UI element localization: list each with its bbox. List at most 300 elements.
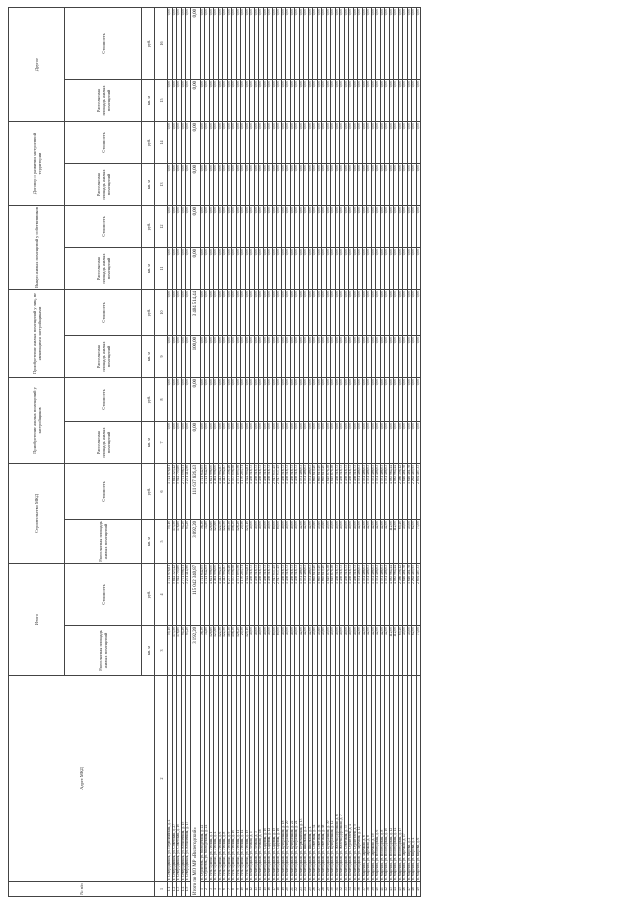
cell-zero-cost: 0,00	[367, 378, 372, 422]
header-group-developers: Приобретение жилых помещений у застройщиков	[9, 378, 65, 464]
cell-zero-area: 0,00	[227, 164, 232, 206]
cell-zero-cost: 0,00	[200, 206, 205, 248]
cell-zero-cost: 0,00	[186, 290, 191, 336]
cell-zero-cost: 0,00	[403, 121, 408, 163]
cell-zero-cost: 0,00	[389, 206, 394, 248]
cell-zero-cost: 0,00	[263, 206, 268, 248]
cell-zero-cost: 0,00	[304, 290, 309, 336]
cell-zero-cost: 0,00	[223, 378, 228, 422]
cell-zero-area: 0,00	[245, 422, 250, 464]
header-unit-area: кв. м	[142, 248, 155, 290]
cell-zero-cost: 0,00	[394, 7, 399, 79]
cell-zero-cost: 0,00	[205, 121, 210, 163]
cell-zero-cost: 0,00	[186, 206, 191, 248]
cell-zero-cost: 0,00	[205, 7, 210, 79]
cell-zero-area: 0,00	[313, 248, 318, 290]
cell-construction-cost: 1 649 876,38	[331, 464, 336, 520]
cell-zero-cost: 0,00	[326, 290, 331, 336]
cell-zero-area: 0,00	[385, 164, 390, 206]
cell-zero-area: 0,00	[223, 164, 228, 206]
cell-total-area: 178,80	[177, 626, 182, 676]
cell-zero-area: 0,00	[177, 164, 182, 206]
cell-construction-cost: 4 524 904,81	[245, 464, 250, 520]
cell-no: 4	[214, 882, 219, 897]
cell-zero-cost: 0,00	[214, 121, 219, 163]
cell-zero-area: 0,00	[416, 248, 421, 290]
cell-total-cost: 4 083 964,44	[394, 564, 399, 626]
cell-zero-area: 0,00	[168, 164, 173, 206]
cell-zero-cost: 0,00	[268, 7, 273, 79]
cell-no: 48	[412, 882, 417, 897]
cell-zero-area: 0,00	[250, 248, 255, 290]
cell-zero-area: 0,00	[227, 248, 232, 290]
cell-no: 5	[218, 882, 223, 897]
cell-construction-area: 45,00	[407, 520, 412, 564]
cell-zero-cost: 0,00	[245, 121, 250, 163]
cell-address: п. Маренга, ул. Вологодская, д. 14	[394, 676, 399, 882]
cell-address: г. Северодвинск, ул. Юбилейная, д. 17	[186, 676, 191, 882]
cell-zero-area: 0,00	[277, 422, 282, 464]
cell-no: 46	[403, 882, 408, 897]
cell-zero-area: 0,00	[186, 79, 191, 121]
cell-construction-area: 185,30	[227, 520, 232, 564]
cell-address: п. Пешеходный, ул. Центральная, д. 18	[281, 676, 286, 882]
cell-zero-area: 0,00	[317, 248, 322, 290]
cell-zero-cost: 0,00	[353, 290, 358, 336]
cell-no: 17	[272, 882, 277, 897]
cell-zero-area: 0,00	[362, 79, 367, 121]
header-col-number: 8	[155, 378, 168, 422]
cell-total-cost: 1 458 518,73	[353, 564, 358, 626]
cell-no: 21	[290, 882, 295, 897]
cell-total-e-cost: 0,00	[190, 206, 200, 248]
cell-construction-area: 80,00	[272, 520, 277, 564]
cell-zero-cost: 0,00	[403, 290, 408, 336]
cell-zero-cost: 0,00	[223, 7, 228, 79]
cell-zero-area: 0,00	[223, 422, 228, 464]
header-unit-cost: руб.	[142, 290, 155, 336]
header-cost-label: Стоимость	[65, 290, 142, 336]
cell-zero-area: 0,00	[223, 336, 228, 378]
cell-zero-area: 0,00	[380, 336, 385, 378]
cell-total-area: 122,50	[218, 626, 223, 676]
cell-construction-cost: 2 917 037,45	[272, 464, 277, 520]
cell-total-area: 73,00	[416, 626, 421, 676]
cell-zero-area: 0,00	[353, 164, 358, 206]
cell-zero-cost: 0,00	[313, 378, 318, 422]
header-cost-label: Стоимость	[65, 464, 142, 520]
cell-zero-cost: 0,00	[295, 121, 300, 163]
cell-zero-cost: 0,00	[322, 378, 327, 422]
cell-construction-area: 42,00	[380, 520, 385, 564]
cell-zero-cost: 0,00	[389, 7, 394, 79]
header-unit-area: кв. м	[142, 336, 155, 378]
cell-construction-cost: 1 531 486,03	[371, 464, 376, 520]
cell-zero-area: 0,00	[177, 248, 182, 290]
cell-construction-area: 73,00	[416, 520, 421, 564]
cell-total-area: 45,00	[407, 626, 412, 676]
cell-zero-cost: 0,00	[416, 121, 421, 163]
cell-zero-cost: 0,00	[416, 290, 421, 336]
cell-no: 19	[281, 882, 286, 897]
cell-no: 23	[299, 882, 304, 897]
cell-zero-cost: 0,00	[407, 7, 412, 79]
cell-zero-area: 0,00	[168, 79, 173, 121]
header-area-label: Расселяемая площадь жилых помещений	[65, 79, 142, 121]
header-group-construction: Строительство МКД	[9, 464, 65, 564]
cell-total-cost: 1 458 518,73	[344, 564, 349, 626]
cell-zero-area: 0,00	[259, 336, 264, 378]
cell-no: 22	[295, 882, 300, 897]
cell-construction-area: 126,60	[209, 520, 214, 564]
cell-no: 11	[245, 882, 250, 897]
cell-zero-area: 0,00	[186, 336, 191, 378]
cell-zero-area: 0,00	[322, 164, 327, 206]
cell-address: г. Северодвинск, ул. Советская, д. 27	[172, 676, 177, 882]
cell-zero-cost: 0,00	[394, 121, 399, 163]
cell-construction-cost: 1 458 518,73	[263, 464, 268, 520]
cell-zero-area: 0,00	[331, 79, 336, 121]
cell-zero-cost: 0,00	[263, 121, 268, 163]
cell-total-area: 40,00	[268, 626, 273, 676]
cell-zero-cost: 0,00	[407, 378, 412, 422]
cell-zero-area: 0,00	[322, 422, 327, 464]
cell-total-area: 40,00	[259, 626, 264, 676]
cell-no: 35	[353, 882, 358, 897]
cell-zero-area: 0,00	[209, 79, 214, 121]
cell-zero-area: 0,00	[263, 422, 268, 464]
cell-total-cost: 1 458 518,73	[286, 564, 291, 626]
cell-total-cost: 1 458 518,73	[259, 564, 264, 626]
cell-zero-area: 0,00	[335, 248, 340, 290]
cell-zero-cost: 0,00	[186, 121, 191, 163]
cell-address: п. Маренга, ул. Кирова, д. 4	[412, 676, 417, 882]
cell-zero-area: 0,00	[407, 336, 412, 378]
cell-zero-area: 0,00	[412, 422, 417, 464]
cell-construction-cost: 1 458 518,73	[335, 464, 340, 520]
cell-zero-area: 0,00	[245, 164, 250, 206]
cell-zero-area: 0,00	[407, 164, 412, 206]
cell-zero-cost: 0,00	[200, 378, 205, 422]
cell-construction-cost: 1 665 619,40	[313, 464, 318, 520]
cell-zero-cost: 0,00	[295, 7, 300, 79]
cell-zero-area: 0,00	[295, 422, 300, 464]
cell-no: 31	[335, 882, 340, 897]
cell-no: 40	[376, 882, 381, 897]
cell-zero-cost: 0,00	[353, 121, 358, 163]
cell-zero-area: 0,00	[186, 422, 191, 464]
cell-total-area: 40,00	[281, 626, 286, 676]
cell-zero-area: 0,00	[380, 422, 385, 464]
cell-zero-area: 0,00	[177, 422, 182, 464]
cell-zero-area: 0,00	[259, 164, 264, 206]
cell-construction-area: 45,60	[322, 520, 327, 564]
cell-total-cost: 2 386 356,12	[398, 564, 403, 626]
cell-zero-area: 0,00	[407, 79, 412, 121]
cell-address: п. Пешеходный, ул. Строителей, д. 5	[353, 676, 358, 882]
cell-construction-cost: 1 531 486,03	[376, 464, 381, 520]
cell-zero-area: 0,00	[308, 79, 313, 121]
header-col-number: 4	[155, 564, 168, 626]
cell-construction-area: 40,00	[259, 520, 264, 564]
cell-zero-cost: 0,00	[340, 7, 345, 79]
cell-zero-cost: 0,00	[290, 7, 295, 79]
cell-zero-area: 0,00	[322, 79, 327, 121]
header-unit-cost: руб.	[142, 7, 155, 79]
cell-total-area: 80,00	[277, 626, 282, 676]
cell-zero-area: 0,00	[263, 248, 268, 290]
cell-no: 14	[259, 882, 264, 897]
cell-construction-cost: 4 413 992,87	[223, 464, 228, 520]
cell-zero-cost: 0,00	[349, 378, 354, 422]
cell-zero-cost: 0,00	[227, 378, 232, 422]
cell-zero-cost: 0,00	[304, 121, 309, 163]
cell-zero-area: 0,00	[367, 248, 372, 290]
cell-no: 47	[407, 882, 412, 897]
cell-construction-cost: 1 458 518,73	[353, 464, 358, 520]
cell-zero-area: 0,00	[344, 164, 349, 206]
cell-no: 1.1	[168, 882, 173, 897]
cell-construction-area: 45,00	[403, 520, 408, 564]
cell-zero-cost: 0,00	[308, 7, 313, 79]
cell-total-area: 42,00	[380, 626, 385, 676]
cell-zero-cost: 0,00	[304, 378, 309, 422]
cell-total-area: 45,60	[313, 626, 318, 676]
cell-construction-area: 65,40	[398, 520, 403, 564]
cell-construction-area: 42,00	[367, 520, 372, 564]
cell-address: г. Северодвинск, ул. Первомайская, д. 4	[168, 676, 173, 882]
cell-zero-cost: 0,00	[186, 378, 191, 422]
cell-total-area: 123,60	[214, 626, 219, 676]
cell-zero-area: 0,00	[412, 336, 417, 378]
cell-zero-area: 0,00	[181, 336, 186, 378]
cell-zero-cost: 0,00	[209, 290, 214, 336]
cell-total-cost: 1 458 518,73	[349, 564, 354, 626]
cell-total-area: 40,00	[344, 626, 349, 676]
cell-total-cost: 6 277 356,46	[227, 564, 232, 626]
cell-no: 36	[358, 882, 363, 897]
cell-no: 8	[232, 882, 237, 897]
cell-construction-cost: 1 531 486,03	[380, 464, 385, 520]
cell-zero-cost: 0,00	[416, 206, 421, 248]
cell-zero-cost: 0,00	[349, 206, 354, 248]
cell-zero-cost: 0,00	[313, 121, 318, 163]
cell-zero-cost: 0,00	[172, 378, 177, 422]
cell-construction-cost: 5 944 750,80	[177, 464, 182, 520]
table-body	[168, 7, 421, 896]
cell-zero-area: 0,00	[326, 164, 331, 206]
header-col-number: 10	[155, 290, 168, 336]
cell-total-area: 42,00	[367, 626, 372, 676]
cell-zero-cost: 0,00	[254, 378, 259, 422]
cell-construction-area: 125,10	[245, 520, 250, 564]
cell-zero-cost: 0,00	[376, 206, 381, 248]
cell-zero-cost: 0,00	[340, 121, 345, 163]
cell-total-cost: 1 531 486,03	[308, 564, 313, 626]
cell-zero-cost: 0,00	[232, 121, 237, 163]
cell-zero-cost: 0,00	[227, 121, 232, 163]
cell-zero-area: 0,00	[290, 164, 295, 206]
cell-zero-area: 0,00	[236, 164, 241, 206]
cell-total-b-cost: 111 637 826,43	[190, 464, 200, 520]
cell-zero-area: 0,00	[353, 422, 358, 464]
cell-zero-cost: 0,00	[227, 290, 232, 336]
cell-no: 49	[416, 882, 421, 897]
cell-zero-area: 0,00	[250, 79, 255, 121]
cell-construction-cost: 1 531 486,03	[358, 464, 363, 520]
cell-construction-cost: 4 413 992,87	[218, 464, 223, 520]
header-col-number: 3	[155, 626, 168, 676]
cell-zero-cost: 0,00	[304, 206, 309, 248]
cell-total-cost: 1 458 518,73	[335, 564, 340, 626]
cell-zero-area: 0,00	[317, 79, 322, 121]
cell-zero-area: 0,00	[398, 336, 403, 378]
cell-zero-cost: 0,00	[209, 121, 214, 163]
cell-zero-cost: 0,00	[277, 378, 282, 422]
cell-zero-cost: 0,00	[259, 7, 264, 79]
cell-address: п. Маренга, ул. Вологодская, д. 12	[389, 676, 394, 882]
cell-zero-area: 0,00	[385, 336, 390, 378]
cell-zero-area: 0,00	[385, 248, 390, 290]
cell-zero-cost: 0,00	[385, 206, 390, 248]
cell-zero-area: 0,00	[398, 248, 403, 290]
cell-total-area: 62,00	[412, 626, 417, 676]
cell-zero-cost: 0,00	[286, 378, 291, 422]
cell-zero-area: 0,00	[277, 79, 282, 121]
cell-zero-area: 0,00	[317, 422, 322, 464]
cell-zero-area: 0,00	[172, 422, 177, 464]
cell-construction-area: 36,30	[200, 520, 205, 564]
cell-zero-cost: 0,00	[407, 206, 412, 248]
cell-total-d-cost: 3 404 514,44	[190, 290, 200, 336]
cell-zero-cost: 0,00	[177, 290, 182, 336]
cell-zero-cost: 0,00	[236, 7, 241, 79]
cell-zero-cost: 0,00	[335, 290, 340, 336]
cell-total-cost: 1 458 518,73	[281, 564, 286, 626]
cell-zero-cost: 0,00	[250, 206, 255, 248]
cell-zero-area: 0,00	[200, 164, 205, 206]
cell-total-cost: 1 721 642,05	[205, 564, 210, 626]
cell-zero-cost: 0,00	[308, 206, 313, 248]
cell-zero-area: 0,00	[340, 422, 345, 464]
cell-total-cost: 4 621 996,00	[209, 564, 214, 626]
cell-zero-area: 0,00	[290, 248, 295, 290]
cell-zero-area: 0,00	[353, 79, 358, 121]
cell-no: 27	[317, 882, 322, 897]
cell-zero-cost: 0,00	[277, 206, 282, 248]
cell-zero-area: 0,00	[281, 79, 286, 121]
cell-zero-area: 0,00	[308, 248, 313, 290]
cell-zero-area: 0,00	[299, 336, 304, 378]
header-col-number: 12	[155, 206, 168, 248]
cell-construction-area: 40,00	[335, 520, 340, 564]
cell-construction-cost: 4 083 964,44	[394, 464, 399, 520]
cell-zero-area: 0,00	[335, 336, 340, 378]
cell-total-f-cost: 0,00	[190, 121, 200, 163]
cell-no: 25	[308, 882, 313, 897]
cell-zero-cost: 0,00	[362, 121, 367, 163]
cell-zero-area: 0,00	[398, 79, 403, 121]
cell-zero-area: 0,00	[349, 422, 354, 464]
cell-address: п. Усть-Лумбас, ул. Лесная, д. 9	[227, 676, 232, 882]
cell-construction-area: 122,50	[218, 520, 223, 564]
cell-zero-area: 0,00	[223, 248, 228, 290]
cell-construction-area: 40,00	[340, 520, 345, 564]
cell-zero-area: 0,00	[299, 248, 304, 290]
cell-zero-area: 0,00	[398, 422, 403, 464]
cell-zero-cost: 0,00	[362, 290, 367, 336]
cell-construction-cost: 1 531 486,03	[362, 464, 367, 520]
cell-zero-cost: 0,00	[281, 121, 286, 163]
cell-zero-cost: 0,00	[218, 121, 223, 163]
cell-total-area: 45,60	[322, 626, 327, 676]
cell-zero-area: 0,00	[313, 164, 318, 206]
cell-zero-area: 0,00	[272, 422, 277, 464]
cell-zero-cost: 0,00	[295, 206, 300, 248]
cell-no: 38	[367, 882, 372, 897]
cell-zero-cost: 0,00	[322, 7, 327, 79]
header-cost-label: Стоимость	[65, 206, 142, 248]
cell-total-area: 55,10	[168, 626, 173, 676]
cell-construction-cost: 1 458 518,73	[290, 464, 295, 520]
cell-zero-cost: 0,00	[200, 7, 205, 79]
cell-total-cost: 1 531 486,03	[358, 564, 363, 626]
cell-zero-area: 0,00	[277, 336, 282, 378]
cell-construction-area: 123,60	[214, 520, 219, 564]
cell-zero-area: 0,00	[177, 336, 182, 378]
cell-zero-cost: 0,00	[376, 121, 381, 163]
cell-zero-area: 0,00	[268, 248, 273, 290]
cell-zero-area: 0,00	[304, 248, 309, 290]
cell-construction-area: 40,00	[254, 520, 259, 564]
cell-zero-cost: 0,00	[367, 121, 372, 163]
cell-zero-area: 0,00	[394, 248, 399, 290]
cell-zero-area: 0,00	[236, 248, 241, 290]
cell-zero-area: 0,00	[362, 164, 367, 206]
cell-total-cost: 2 917 037,45	[272, 564, 277, 626]
cell-zero-cost: 0,00	[286, 290, 291, 336]
header-unit-area: кв. м	[142, 626, 155, 676]
cell-zero-area: 0,00	[335, 422, 340, 464]
cell-zero-area: 0,00	[358, 248, 363, 290]
cell-zero-area: 0,00	[371, 336, 376, 378]
cell-total-area: 125,10	[245, 626, 250, 676]
cell-total-cost: 4 083 964,44	[389, 564, 394, 626]
cell-zero-cost: 0,00	[394, 378, 399, 422]
cell-zero-area: 0,00	[227, 422, 232, 464]
cell-address: п. Пешеходный, ул. Школьная, д. 2	[304, 676, 309, 882]
table-row	[416, 7, 421, 896]
cell-zero-cost: 0,00	[353, 206, 358, 248]
cell-zero-cost: 0,00	[322, 290, 327, 336]
cell-construction-cost: 1 458 518,73	[340, 464, 345, 520]
cell-zero-cost: 0,00	[394, 290, 399, 336]
cell-zero-cost: 0,00	[290, 290, 295, 336]
cell-zero-area: 0,00	[218, 248, 223, 290]
cell-construction-cost: 1 458 518,73	[250, 464, 255, 520]
cell-zero-area: 0,00	[407, 248, 412, 290]
cell-no: 9	[236, 882, 241, 897]
cell-zero-cost: 0,00	[407, 121, 412, 163]
cell-zero-area: 0,00	[308, 336, 313, 378]
cell-zero-cost: 0,00	[403, 378, 408, 422]
cell-zero-cost: 0,00	[227, 7, 232, 79]
cell-zero-cost: 0,00	[172, 7, 177, 79]
cell-zero-area: 0,00	[254, 79, 259, 121]
cell-zero-area: 0,00	[340, 248, 345, 290]
cell-zero-area: 0,00	[349, 336, 354, 378]
cell-construction-cost: 1 531 486,03	[308, 464, 313, 520]
